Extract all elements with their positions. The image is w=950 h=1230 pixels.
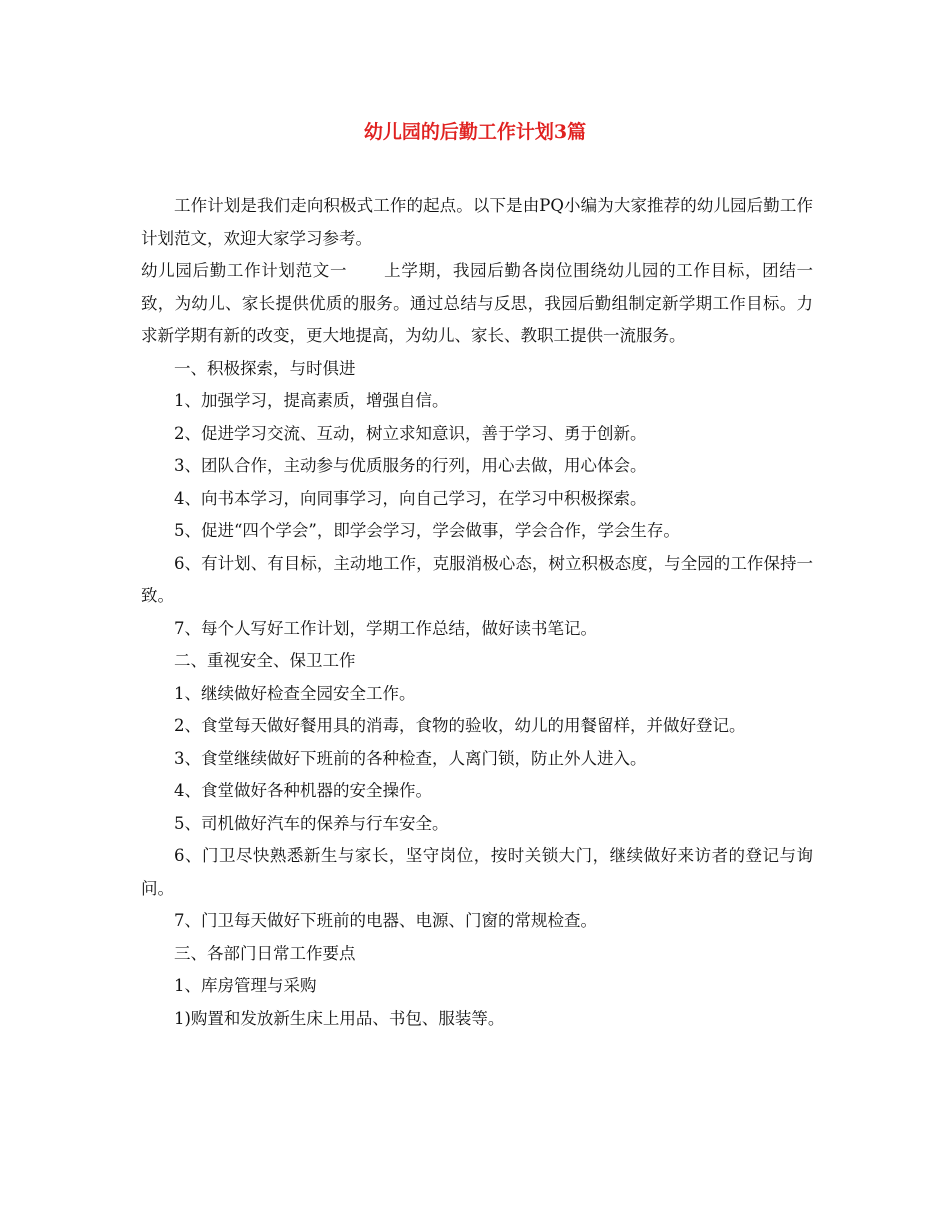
list-item: 2、食堂每天做好餐用具的消毒，食物的验收，幼儿的用餐留样，并做好登记。 <box>174 716 746 735</box>
section-heading-1: 一、积极探索，与时俱进 <box>174 358 356 378</box>
list-item: 1、加强学习，提高素质，增强自信。 <box>174 391 449 410</box>
list-item: 4、向书本学习，向同事学习，向自己学习，在学习中积极探索。 <box>174 488 647 508</box>
section-heading-2: 二、重视安全、保卫工作 <box>174 651 356 670</box>
list-item: 1)购置和发放新生床上用品、书包、服装等。 <box>174 1008 505 1028</box>
list-item: 7、门卫每天做好下班前的电器、电源、门窗的常规检查。 <box>174 911 597 930</box>
document-title: 幼儿园的后勤工作计划3篇 <box>363 121 587 143</box>
sample-heading: 幼儿园后勤工作计划范文一 <box>141 261 348 280</box>
list-item: 7、每个人写好工作计划，学期工作总结，做好读书笔记。 <box>174 618 597 638</box>
sample-intro: 上学期，我园后勤各岗位围绕幼儿园的工作目标，团结一致，为幼儿、家长提供优质的服务。通过总结与反思，我园后勤组制定新学期工作目标。力求新学期有新的改变，更大地提高，为幼儿、家长、教职工提供一流服务。 <box>141 261 814 345</box>
list-item: 4、食堂做好各种机器的安全操作。 <box>174 781 432 800</box>
list-item: 5、司机做好汽车的保养与行车安全。 <box>174 813 449 833</box>
list-item: 1、库房管理与采购 <box>174 976 317 995</box>
document-body <box>141 190 813 1035</box>
list-item: 6、门卫尽快熟悉新生与家长，坚守岗位，按时关锁大门，继续做好来访者的登记与询问。 <box>141 846 813 898</box>
list-item: 5、促进“四个学会”，即学会学习，学会做事，学会合作，学会生存。 <box>174 521 680 540</box>
list-item: 3、食堂继续做好下班前的各种检查，人离门锁，防止外人进入。 <box>174 748 647 768</box>
list-item: 2、促进学习交流、互动，树立求知意识，善于学习、勇于创新。 <box>174 423 647 443</box>
sample-paragraph <box>141 255 813 353</box>
section-heading-3: 三、各部门日常工作要点 <box>174 943 356 963</box>
list-item: 1、继续做好检查全园安全工作。 <box>174 683 416 703</box>
list-item: 6、有计划、有目标，主动地工作，克服消极心态，树立积极态度，与全园的工作保持一致。 <box>141 553 813 605</box>
intro-paragraph: 工作计划是我们走向积极式工作的起点。以下是由PQ小编为大家推荐的幼儿园后勤工作计划范文，欢迎大家学习参考。 <box>141 196 813 248</box>
list-item: 3、团队合作，主动参与优质服务的行列，用心去做，用心体会。 <box>174 456 647 475</box>
